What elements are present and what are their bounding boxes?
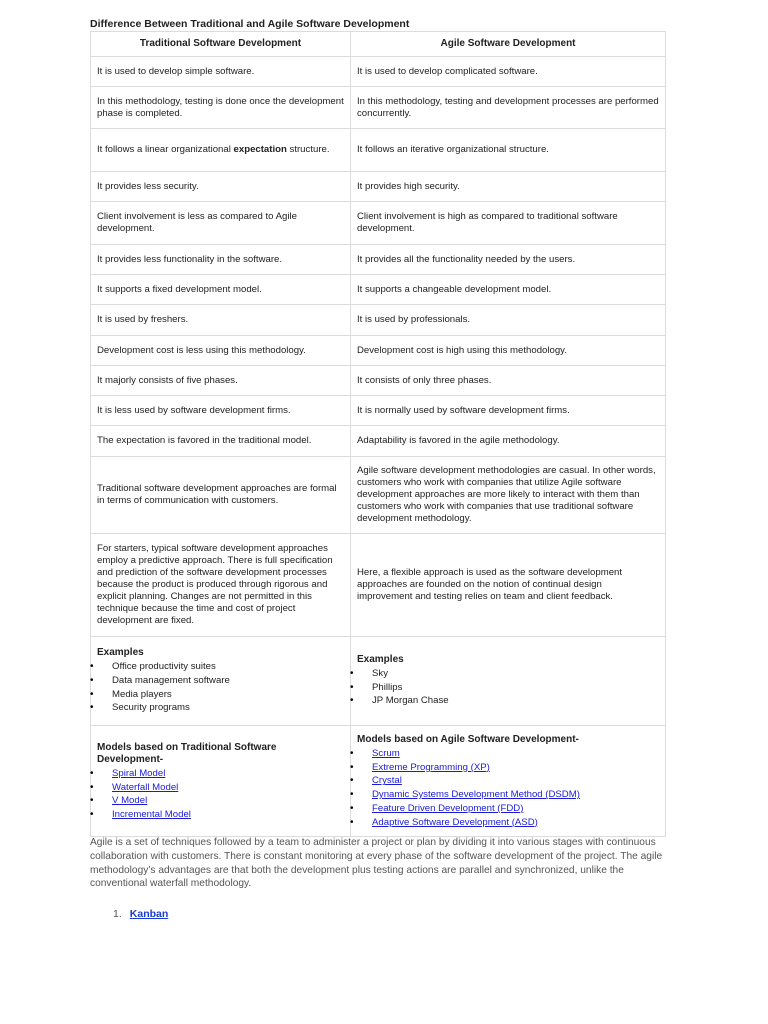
list-item: • Security programs xyxy=(97,701,344,715)
cell-traditional: Traditional software development approaches are formal in terms of communication with customers. xyxy=(91,457,351,534)
models-label: Models based on Traditional Software Development- xyxy=(97,742,277,765)
cell-traditional: It provides less functionality in the software. xyxy=(91,245,351,275)
cell-traditional: It is used to develop simple software. xyxy=(91,57,351,87)
model-link-fdd[interactable]: Feature Driven Development (FDD) xyxy=(372,802,524,814)
cell-text: structure. xyxy=(286,144,330,155)
comparison-section xyxy=(90,18,666,837)
examples-list xyxy=(357,667,659,708)
table-row xyxy=(91,457,666,534)
model-link-scrum[interactable]: Scrum xyxy=(372,748,400,759)
cell-agile: It is normally used by software development firms. xyxy=(351,396,666,426)
cell-traditional: It provides less security. xyxy=(91,172,351,202)
model-link-waterfall[interactable]: Waterfall Model xyxy=(112,781,179,793)
examples-label: Examples xyxy=(357,653,404,665)
cell-agile: Development cost is high using this methodology. xyxy=(351,336,666,366)
cell-agile: It is used by professionals. xyxy=(351,305,666,336)
table-row xyxy=(91,336,666,366)
list-item: • Office productivity suites xyxy=(97,660,344,674)
list-item xyxy=(97,808,344,822)
cell-traditional: In this methodology, testing is done once the development phase is completed. xyxy=(91,87,351,129)
list-item xyxy=(357,761,659,775)
table-row xyxy=(91,426,666,457)
examples-label: Examples xyxy=(97,647,144,659)
examples-row xyxy=(91,637,666,726)
table-row xyxy=(91,275,666,305)
agile-description-paragraph: Agile is a set of techniques followed by a team to administer a project or plan by dividing it into various stages with continuous collaboration with customers. There is constant monitoring at every phase of the software development of the project. The agile methodology’s advantages are that both the development plus testing actions are parallel and synchronized, unlike the conventional waterfall methodology. xyxy=(90,837,663,890)
list-item: • Data management software xyxy=(97,674,344,688)
table-row xyxy=(91,366,666,396)
list-item xyxy=(97,794,344,808)
list-item: • Media players xyxy=(97,688,344,702)
cell-traditional: For starters, typical software development approaches employ a predictive approach. There is full specification and prediction of the software development processes because the product is produced through rigorous and explicit planning. Changes are not permitted in this technique because the time and cost of project development are fixed. xyxy=(91,534,351,637)
cell-traditional xyxy=(91,129,351,172)
list-item: • JP Morgan Chase xyxy=(357,694,659,708)
list-item xyxy=(357,747,659,761)
cell-traditional: The expectation is favored in the traditional model. xyxy=(91,426,351,457)
list-item xyxy=(357,788,659,802)
table-row xyxy=(91,534,666,637)
cell-agile: Agile software development methodologies are casual. In other words, customers who work with companies that utilize Agile software development approaches are more likely to interact with them than customers who work with companies that use traditional software development methodology. xyxy=(351,457,666,534)
cell-agile: It supports a changeable development model. xyxy=(351,275,666,305)
cell-agile: It consists of only three phases. xyxy=(351,366,666,396)
table-row xyxy=(91,245,666,275)
cell-agile: It is used to develop complicated software. xyxy=(351,57,666,87)
cell-traditional: It majorly consists of five phases. xyxy=(91,366,351,396)
cell-agile: In this methodology, testing and development processes are performed concurrently. xyxy=(351,87,666,129)
list-item xyxy=(357,816,659,830)
list-item: • Sky xyxy=(357,667,659,681)
cell-traditional: It is used by freshers. xyxy=(91,305,351,336)
list-number: 1. xyxy=(113,908,122,920)
model-link-dsdm[interactable]: Dynamic Systems Development Method (DSDM) xyxy=(372,789,580,801)
cell-traditional: It supports a fixed development model. xyxy=(91,275,351,305)
table-row xyxy=(91,305,666,336)
model-link-incremental[interactable]: Incremental Model xyxy=(112,809,191,821)
examples-agile xyxy=(351,637,666,726)
models-label: Models based on Agile Software Development- xyxy=(357,734,579,745)
cell-traditional: Development cost is less using this methodology. xyxy=(91,336,351,366)
table-header-row xyxy=(91,32,666,57)
models-list xyxy=(97,767,344,822)
cell-traditional: Client involvement is less as compared to Agile development. xyxy=(91,202,351,245)
kanban-link[interactable]: Kanban xyxy=(129,908,169,920)
list-item: • Phillips xyxy=(357,681,659,695)
examples-traditional xyxy=(91,637,351,726)
model-link-asd[interactable]: Adaptive Software Development (ASD) xyxy=(372,816,538,828)
models-agile xyxy=(351,726,666,837)
table-title: Difference Between Traditional and Agile Software Development xyxy=(90,18,410,30)
cell-text: It follows a linear organizational xyxy=(97,144,234,155)
table-row xyxy=(91,172,666,202)
bold-word: expectation xyxy=(233,144,287,155)
model-link-spiral[interactable]: Spiral Model xyxy=(112,768,166,779)
models-list xyxy=(357,747,659,829)
list-item xyxy=(97,781,344,795)
cell-agile: Adaptability is favored in the agile methodology. xyxy=(351,426,666,457)
table-row xyxy=(91,87,666,129)
header-agile: Agile Software Development xyxy=(351,32,666,57)
header-traditional: Traditional Software Development xyxy=(91,32,351,57)
cell-traditional: It is less used by software development firms. xyxy=(91,396,351,426)
table-row xyxy=(91,57,666,87)
table-row xyxy=(91,129,666,172)
cell-agile: It provides high security. xyxy=(351,172,666,202)
list-item xyxy=(357,802,659,816)
examples-list xyxy=(97,660,344,715)
model-link-v[interactable]: V Model xyxy=(112,795,148,807)
cell-agile: Here, a flexible approach is used as the software development approaches are founded on the notion of continual design improvement and testing relies on team and client feedback. xyxy=(351,534,666,637)
model-link-xp[interactable]: Extreme Programming (XP) xyxy=(372,761,490,773)
models-traditional xyxy=(91,726,351,837)
numbered-list xyxy=(113,908,168,920)
table-row xyxy=(91,202,666,245)
cell-agile: Client involvement is high as compared to traditional software development. xyxy=(351,202,666,245)
cell-agile: It follows an iterative organizational structure. xyxy=(351,129,666,172)
comparison-table xyxy=(90,31,666,837)
list-item xyxy=(97,767,344,781)
table-row xyxy=(91,396,666,426)
model-link-crystal[interactable]: Crystal xyxy=(372,775,402,787)
cell-agile: It provides all the functionality needed by the users. xyxy=(351,245,666,275)
models-row xyxy=(91,726,666,837)
list-item xyxy=(357,774,659,788)
